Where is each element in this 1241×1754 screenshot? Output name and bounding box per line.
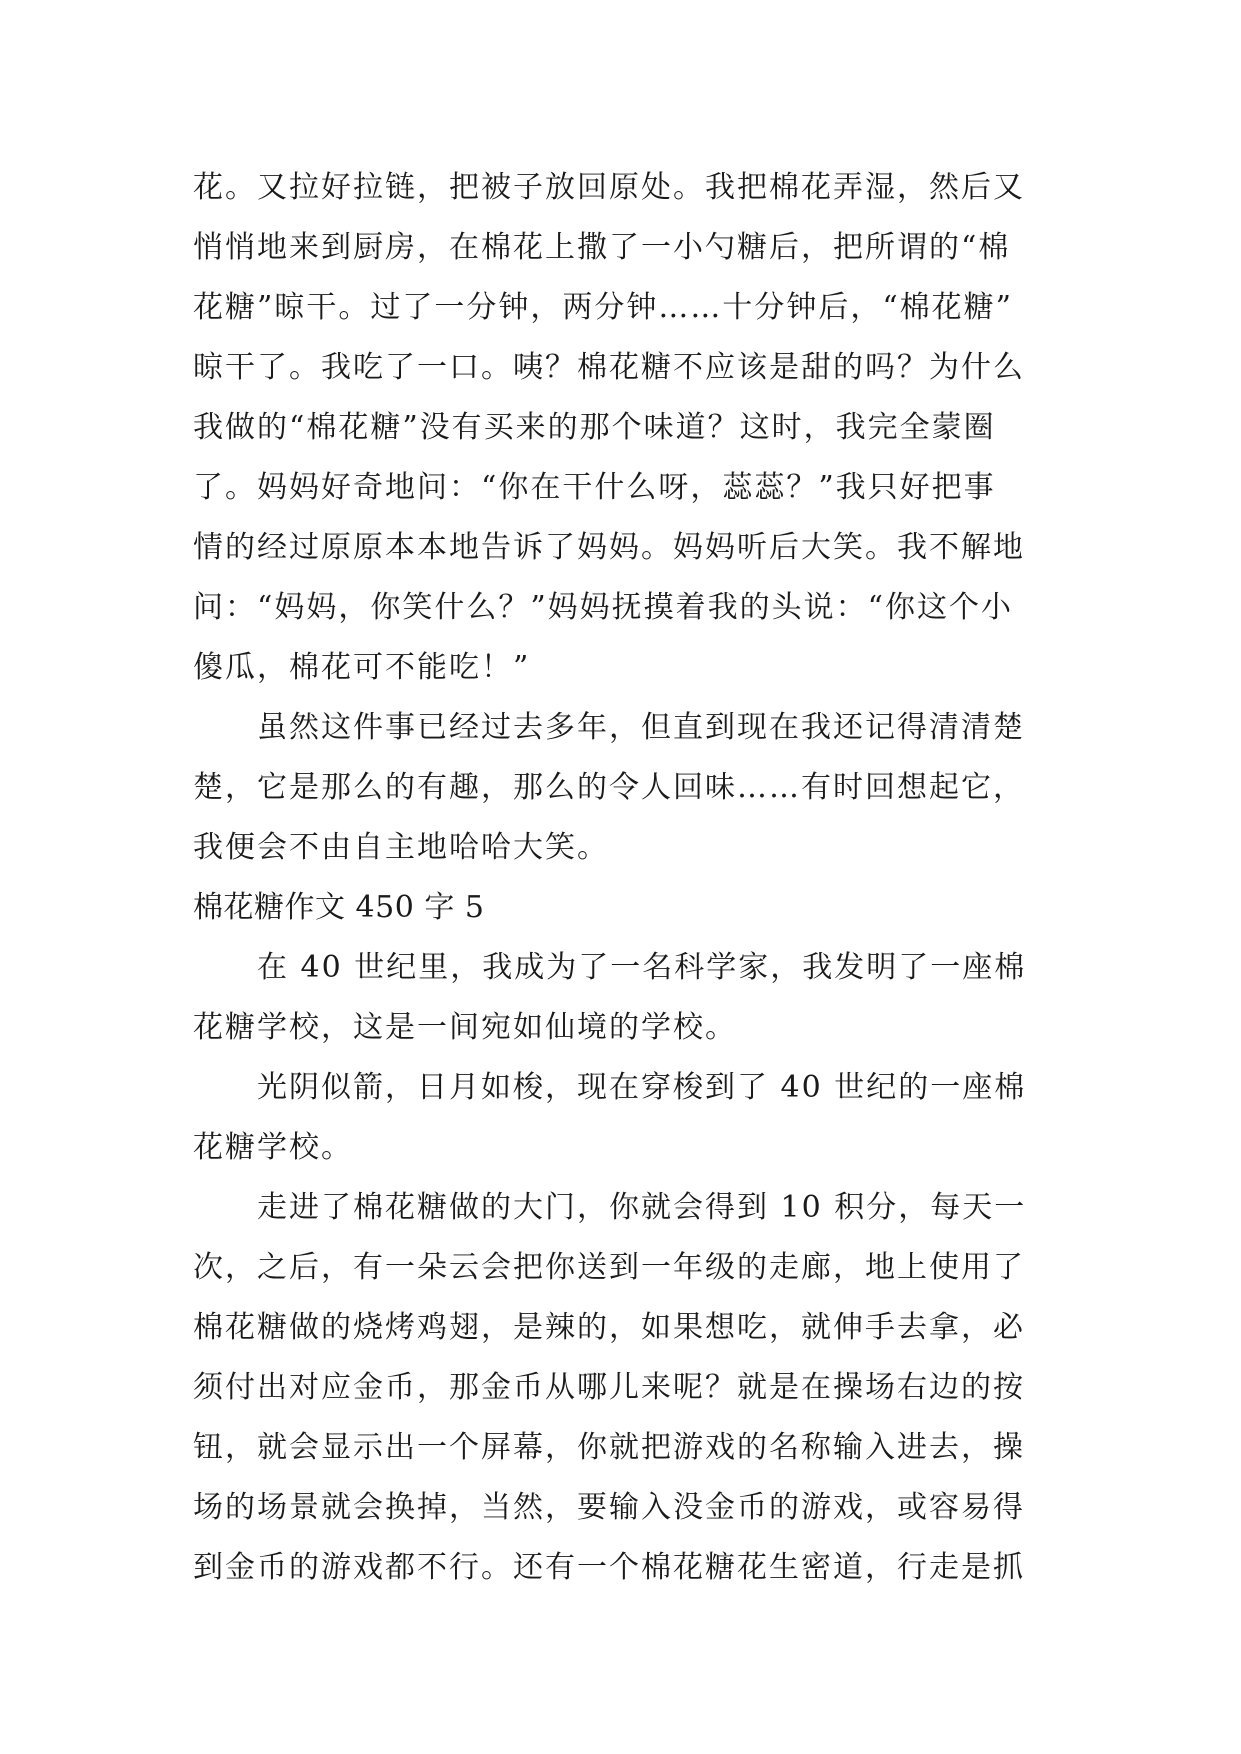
text-line: 晾干了。我吃了一口。咦？棉花糖不应该是甜的吗？为什么 — [193, 350, 1025, 385]
text-line: 在 40 世纪里，我成为了一名科学家，我发明了一座棉 — [257, 950, 1027, 985]
text-line: 到金币的游戏都不行。还有一个棉花糖花生密道，行走是抓 — [193, 1550, 1025, 1585]
text-line: 花糖学校。 — [193, 1130, 353, 1165]
text-line: 须付出对应金币，那金币从哪儿来呢？就是在操场右边的按 — [193, 1370, 1025, 1405]
text-line: 场的场景就会换掉，当然，要输入没金币的游戏，或容易得 — [193, 1490, 1025, 1525]
text-line: 花糖”晾干。过了一分钟，两分钟……十分钟后，“棉花糖” — [193, 290, 1014, 325]
text-line: 我便会不由自主地哈哈大笑。 — [193, 830, 609, 865]
text-line: 走进了棉花糖做的大门，你就会得到 10 积分，每天一 — [257, 1190, 1027, 1225]
text-line: 花糖学校，这是一间宛如仙境的学校。 — [193, 1010, 737, 1045]
text-line: 花。又拉好拉链，把被子放回原处。我把棉花弄湿，然后又 — [193, 170, 1025, 205]
text-line: 我做的“棉花糖”没有买来的那个味道？这时，我完全蒙圈 — [193, 410, 996, 445]
section-heading: 棉花糖作文 450 字 5 — [193, 890, 485, 925]
text-line: 虽然这件事已经过去多年，但直到现在我还记得清清楚 — [257, 710, 1025, 745]
document-page — [193, 158, 1053, 1598]
text-line: 光阴似箭，日月如梭，现在穿梭到了 40 世纪的一座棉 — [257, 1070, 1027, 1105]
text-line: 棉花糖做的烧烤鸡翅，是辣的，如果想吃，就伸手去拿，必 — [193, 1310, 1025, 1345]
text-line: 问：“妈妈，你笑什么？”妈妈抚摸着我的头说：“你这个小 — [193, 590, 1014, 625]
text-line: 情的经过原原本本地告诉了妈妈。妈妈听后大笑。我不解地 — [193, 530, 1025, 565]
text-line: 钮，就会显示出一个屏幕，你就把游戏的名称输入进去，操 — [193, 1430, 1025, 1465]
text-line: 悄悄地来到厨房，在棉花上撒了一小勺糖后，把所谓的“棉 — [193, 230, 1011, 265]
text-line: 了。妈妈好奇地问：“你在干什么呀，蕊蕊？”我只好把事 — [193, 470, 996, 505]
text-line: 傻瓜，棉花可不能吃！” — [193, 650, 531, 685]
text-line: 楚，它是那么的有趣，那么的令人回味……有时回想起它， — [193, 770, 1025, 805]
text-line: 次，之后，有一朵云会把你送到一年级的走廊，地上使用了 — [193, 1250, 1025, 1285]
